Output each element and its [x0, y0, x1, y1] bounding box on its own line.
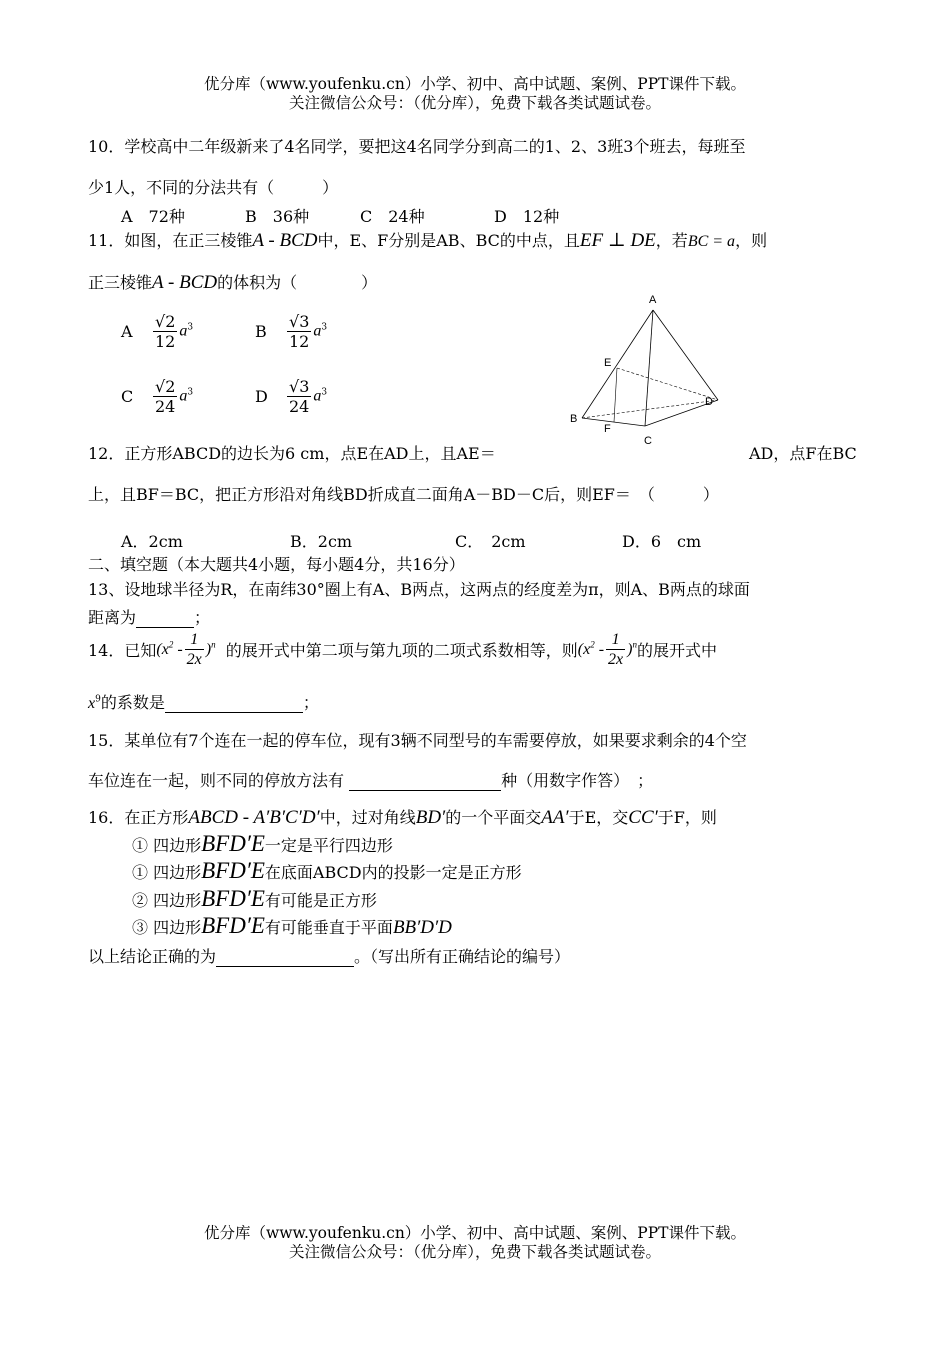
q11-option-a — [121, 312, 193, 351]
frac-num: √3 — [289, 377, 310, 396]
q11-text-6: 的体积为（ ） — [217, 273, 378, 292]
q14-expr-x-2: x — [583, 641, 591, 659]
item-math: BFD′E — [201, 831, 265, 856]
q12-line-2: 上，且BF＝BC，把正方形沿对角线BD折成直二面角A－BD－C后，则EF＝ （ ） — [88, 485, 719, 504]
q11-math-pyramid: A - BCD — [252, 230, 318, 251]
q11-math-bc: BC = a — [687, 233, 736, 250]
q10-option-a: A 72种 — [121, 207, 185, 226]
q14-expr-minus-2: - — [598, 641, 605, 659]
q15-text-b: 种（用数字作答） ； — [501, 771, 654, 790]
option-var: a — [179, 387, 188, 405]
item-text: 有可能是正方形 — [264, 891, 377, 910]
q14-line-1: 14．已知($x^2$ - $\frac{1}{2x}$ )$^n$ 的展开式中第二项与第九项的二项式系数相等，则($x^2$ - $\frac{1}{2x}$ )$^n$的展开式中 — [88, 631, 717, 668]
option-letter: A — [121, 322, 133, 341]
q12-option-b: B．2cm — [290, 532, 353, 551]
q16-text-1: 16．在正方形 — [88, 808, 189, 827]
q14-text-2: 的展开式中第二项与第九项的二项式系数相等，则 — [225, 641, 578, 660]
edge-bd — [582, 400, 718, 418]
item-number: ① — [132, 836, 149, 855]
item-number: ③ — [132, 918, 149, 937]
q11-option-c — [121, 377, 193, 416]
segment-ef — [614, 368, 617, 422]
q14-text-1: 14．已知 — [88, 641, 157, 660]
edge-ad — [653, 310, 718, 400]
q14-x9-exp: 9 — [95, 694, 101, 705]
q14-frac-num: 1 — [185, 630, 204, 650]
q14-expr-power: n — [211, 639, 216, 650]
frac-den: 12 — [155, 332, 176, 351]
q11-text-5: 正三棱锥 — [88, 273, 153, 292]
label-a: A — [649, 294, 657, 306]
item-math: BFD′E — [201, 886, 265, 911]
item-text: 有可能垂直于平面 — [264, 918, 393, 937]
q13-line-1: 13、设地球半径为R，在南纬30°圈上有A、B两点，这两点的经度差为π，则A、B两点的球面 — [88, 580, 750, 599]
q11-text-4: ，则 — [735, 231, 768, 250]
q16-text-5: 于F，则 — [657, 808, 717, 827]
q10-option-c: C 24种 — [360, 207, 425, 226]
label-d: D — [705, 396, 713, 408]
frac-num: √3 — [289, 312, 310, 331]
q12-option-c: C． 2cm — [455, 532, 526, 551]
q13-end: ； — [194, 608, 211, 627]
pyramid-figure — [560, 288, 740, 458]
frac-den: 24 — [289, 397, 310, 416]
item-math-2: BB′D′D — [392, 917, 452, 938]
frac-num: √2 — [155, 312, 176, 331]
q10-line-2: 少1人，不同的分法共有（ ） — [88, 178, 339, 197]
q16-text-4: 于E，交 — [568, 808, 629, 827]
q14-expr-power-2: n — [632, 639, 637, 650]
option-var: a — [313, 322, 322, 340]
option-letter: B — [255, 322, 267, 341]
frac-num: √2 — [155, 377, 176, 396]
header-line-1: 优分库（www.youfenku.cn）小学、初中、高中试题、案例、PPT课件下载。 — [203, 75, 747, 93]
q16-text-2: 中，过对角线 — [319, 808, 416, 827]
q16-conclusion — [88, 944, 570, 967]
footer-line-2: 关注微信公众号：（优分库），免费下载各类试题试卷。 — [288, 1243, 661, 1261]
q13-answer-blank[interactable] — [136, 608, 194, 628]
option-letter: C — [121, 387, 134, 406]
q11-text-2: 中，E、F分别是AB、BC的中点，且 — [317, 231, 580, 250]
section-2-heading: 二、填空题（本大题共4小题，每小题4分，共16分） — [88, 555, 465, 574]
q16-text-3: 的一个平面交 — [445, 808, 542, 827]
label-e: E — [604, 357, 612, 369]
item-prefix: 四边形 — [153, 891, 202, 910]
q14-line-2 — [88, 690, 319, 713]
q16-line-1 — [88, 805, 717, 829]
edge-bc — [582, 418, 645, 426]
q16-item-3 — [132, 886, 377, 912]
q11-line-2 — [88, 270, 377, 294]
frac-den: 12 — [289, 332, 310, 351]
option-var: a — [179, 322, 188, 340]
q15-answer-blank[interactable] — [349, 771, 501, 791]
q14-x9-var: x — [88, 695, 96, 712]
conclusion-text-a: 以上结论正确的为 — [88, 947, 217, 966]
q12-line-1-left: 12．正方形ABCD的边长为6 cm，点E在AD上，且AE＝ — [88, 444, 496, 463]
option-exp: 3 — [187, 322, 194, 333]
edge-ab — [582, 310, 653, 418]
q11-text-3: ，若 — [655, 231, 688, 250]
q16-item-1 — [132, 831, 393, 857]
option-exp: 3 — [321, 387, 328, 398]
q16-item-4 — [132, 913, 452, 939]
footer-line-1: 优分库（www.youfenku.cn）小学、初中、高中试题、案例、PPT课件下载。 — [203, 1224, 747, 1242]
q14-frac-num-2: 1 — [606, 630, 625, 650]
label-c: C — [644, 435, 652, 447]
q11-text-1: 11．如图，在正三棱锥 — [88, 231, 253, 250]
q10-line-1: 10．学校高中二年级新来了4名同学，要把这4名同学分到高二的1、2、3班3个班去，每班至 — [88, 137, 746, 156]
q16-math-cube: ABCD - A′B′C′D′ — [188, 807, 320, 828]
label-b: B — [570, 413, 578, 425]
option-var: a — [313, 387, 322, 405]
q11-option-d — [255, 377, 327, 416]
item-number: ① — [132, 863, 149, 882]
q16-math-diag: BD′ — [415, 807, 446, 828]
q13-text: 距离为 — [88, 608, 137, 627]
item-prefix: 四边形 — [153, 836, 202, 855]
q14-expr-exp-2: 2 — [590, 639, 595, 650]
q13-line-2 — [88, 605, 210, 628]
q11-option-b — [255, 312, 327, 351]
item-text: 一定是平行四边形 — [264, 836, 393, 855]
q15-text-a: 车位连在一起，则不同的停放方法有 — [88, 771, 345, 790]
option-letter: D — [255, 387, 268, 406]
frac-den: 24 — [155, 397, 176, 416]
q11-math-perp: EF ⊥ DE — [579, 230, 656, 251]
q14-expr-exp: 2 — [168, 639, 174, 650]
q10-option-b: B 36种 — [245, 207, 310, 226]
label-f: F — [604, 423, 611, 435]
q14-expr-x: x — [161, 641, 169, 659]
q14-text-4: 的系数是 — [100, 693, 165, 712]
conclusion-text-b: 。（写出所有正确结论的编号） — [354, 947, 571, 966]
q16-math-aa: AA′ — [541, 807, 569, 828]
q15-line-1: 15．某单位有7个连在一起的停车位，现有3辆不同型号的车需要停放，如果要求剩余的4个空 — [88, 731, 747, 750]
q11-math-pyramid-2: A - BCD — [152, 272, 218, 293]
q12-line-1-right: AD，点F在BC — [749, 444, 857, 463]
item-prefix: 四边形 — [153, 918, 202, 937]
q14-frac-den-2: 2x — [608, 651, 624, 668]
segment-de — [617, 368, 718, 400]
q15-line-2 — [88, 768, 653, 791]
q11-line-1 — [88, 228, 767, 252]
q12-option-d: D．6 cm — [622, 532, 702, 551]
q16-answer-blank[interactable] — [216, 947, 354, 967]
q14-end: ； — [302, 693, 319, 712]
q14-text-3: 的展开式中 — [636, 641, 717, 660]
q14-expr-minus: - — [177, 641, 183, 659]
q16-item-2 — [132, 858, 522, 884]
item-text: 在底面ABCD内的投影一定是正方形 — [264, 863, 522, 882]
q12-option-a: A．2cm — [121, 532, 183, 551]
q14-answer-blank[interactable] — [165, 693, 303, 713]
item-math: BFD′E — [201, 913, 265, 938]
q14-frac-den: 2x — [186, 651, 202, 668]
q10-option-d: D 12种 — [494, 207, 560, 226]
option-exp: 3 — [187, 387, 194, 398]
item-math: BFD′E — [201, 858, 265, 883]
header-line-2: 关注微信公众号：（优分库），免费下载各类试题试卷。 — [288, 94, 661, 112]
item-prefix: 四边形 — [153, 863, 202, 882]
q16-math-cc: CC′ — [628, 807, 658, 828]
item-number: ② — [132, 891, 149, 910]
option-exp: 3 — [321, 322, 328, 333]
